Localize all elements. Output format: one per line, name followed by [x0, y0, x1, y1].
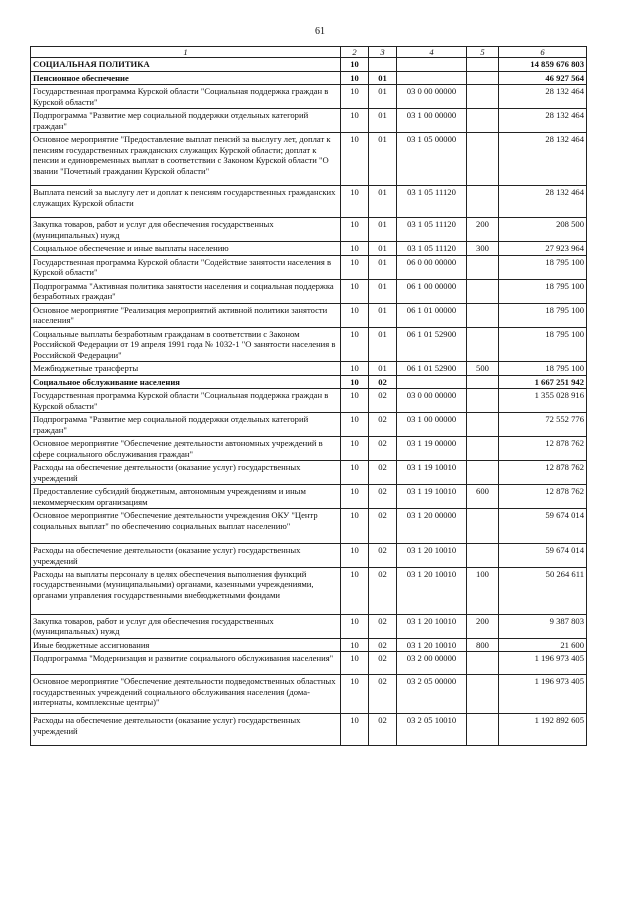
target-article-cell: 03 2 00 00000: [397, 652, 467, 675]
expense-type-cell: [467, 133, 499, 186]
expense-type-cell: [467, 544, 499, 568]
subsection-code-cell: 01: [369, 279, 397, 303]
section-code-cell: 10: [341, 461, 369, 485]
amount-cell: 28 132 464: [499, 186, 587, 218]
target-article-cell: 03 1 20 10010: [397, 544, 467, 568]
target-article-cell: [397, 71, 467, 84]
expense-type-cell: 600: [467, 485, 499, 509]
amount-cell: 18 795 100: [499, 255, 587, 279]
target-article-cell: [397, 58, 467, 71]
row-name-cell: Государственная программа Курской области "Содействие занятости населения в Курской области": [31, 255, 341, 279]
table-row: [31, 389, 587, 413]
column-header: 2: [341, 47, 369, 58]
amount-cell: 9 387 803: [499, 614, 587, 638]
subsection-code-cell: 02: [369, 544, 397, 568]
table-header-row: [31, 47, 587, 58]
table-row: [31, 675, 587, 714]
expense-type-cell: 200: [467, 614, 499, 638]
section-code-cell: 10: [341, 675, 369, 714]
target-article-cell: 03 2 05 00000: [397, 675, 467, 714]
row-name-cell: Основное мероприятие "Обеспечение деятельности автономных учреждений в сфере социального обслуживания граждан": [31, 437, 341, 461]
row-name-cell: Основное мероприятие "Предоставление выплат пенсий за выслугу лет, доплат к пенсиям государственных гражданских служащих Курской области; доплат к пенсии и единовременных выплат в соответствии с Законом Курской области "О звании "Почетный гражданин Курской области": [31, 133, 341, 186]
expense-type-cell: [467, 461, 499, 485]
section-code-cell: 10: [341, 389, 369, 413]
target-article-cell: 03 0 00 00000: [397, 389, 467, 413]
section-code-cell: 10: [341, 362, 369, 375]
expense-type-cell: [467, 186, 499, 218]
subsection-code-cell: 01: [369, 218, 397, 242]
row-name-cell: Закупка товаров, работ и услуг для обеспечения государственных (муниципальных) нужд: [31, 218, 341, 242]
section-code-cell: 10: [341, 303, 369, 327]
subsection-code-cell: 01: [369, 109, 397, 133]
row-name-cell: Социальные выплаты безработным гражданам в соответствии с Законом Российской Федерации от 19 апреля 1991 года № 1032-1 "О занятости населения в Российской Федерации": [31, 327, 341, 361]
table-row: [31, 567, 587, 614]
table-row: [31, 242, 587, 255]
subsection-code-cell: 02: [369, 375, 397, 388]
row-name-cell: Основное мероприятие "Реализация мероприятий активной политики занятости населения": [31, 303, 341, 327]
table-row: [31, 327, 587, 361]
target-article-cell: 03 1 00 00000: [397, 413, 467, 437]
section-code-cell: 10: [341, 133, 369, 186]
target-article-cell: 03 1 20 10010: [397, 614, 467, 638]
table-row: [31, 186, 587, 218]
page-number: 61: [315, 26, 325, 37]
amount-cell: 28 132 464: [499, 85, 587, 109]
amount-cell: 18 795 100: [499, 362, 587, 375]
table-row: [31, 614, 587, 638]
section-code-cell: 10: [341, 509, 369, 544]
table-row: [31, 638, 587, 651]
target-article-cell: 03 1 19 10010: [397, 461, 467, 485]
table-row: [31, 133, 587, 186]
amount-cell: 72 552 776: [499, 413, 587, 437]
row-name-cell: Пенсионное обеспечение: [31, 71, 341, 84]
expense-type-cell: 800: [467, 638, 499, 651]
section-code-cell: 10: [341, 242, 369, 255]
row-name-cell: Государственная программа Курской области "Социальная поддержка граждан в Курской области": [31, 389, 341, 413]
subsection-code-cell: 01: [369, 327, 397, 361]
amount-cell: 18 795 100: [499, 303, 587, 327]
subsection-code-cell: 01: [369, 85, 397, 109]
row-name-cell: Расходы на обеспечение деятельности (оказание услуг) государственных учреждений: [31, 714, 341, 746]
amount-cell: 59 674 014: [499, 509, 587, 544]
expense-type-cell: [467, 413, 499, 437]
target-article-cell: 06 1 01 52900: [397, 327, 467, 361]
column-header: 4: [397, 47, 467, 58]
subsection-code-cell: 01: [369, 362, 397, 375]
table-row: [31, 279, 587, 303]
subsection-code-cell: 02: [369, 485, 397, 509]
expense-type-cell: [467, 389, 499, 413]
row-name-cell: Социальное обслуживание населения: [31, 375, 341, 388]
section-code-cell: 10: [341, 218, 369, 242]
target-article-cell: 06 0 00 00000: [397, 255, 467, 279]
section-code-cell: 10: [341, 279, 369, 303]
table-row: [31, 303, 587, 327]
expense-type-cell: [467, 437, 499, 461]
subsection-code-cell: [369, 58, 397, 71]
section-code-cell: 10: [341, 714, 369, 746]
section-code-cell: 10: [341, 327, 369, 361]
amount-cell: 12 878 762: [499, 485, 587, 509]
expense-type-cell: 100: [467, 567, 499, 614]
table-row: [31, 85, 587, 109]
table-row: [31, 437, 587, 461]
table-row: [31, 71, 587, 84]
row-name-cell: Выплата пенсий за выслугу лет и доплат к пенсиям государственных гражданских служащих Курской области: [31, 186, 341, 218]
target-article-cell: 06 1 01 00000: [397, 303, 467, 327]
section-code-cell: 10: [341, 544, 369, 568]
column-header: 1: [31, 47, 341, 58]
section-code-cell: 10: [341, 375, 369, 388]
target-article-cell: 03 1 00 00000: [397, 109, 467, 133]
target-article-cell: 03 1 05 11120: [397, 218, 467, 242]
amount-cell: 46 927 564: [499, 71, 587, 84]
subsection-code-cell: 02: [369, 614, 397, 638]
section-code-cell: 10: [341, 255, 369, 279]
amount-cell: 1 192 892 605: [499, 714, 587, 746]
table-row: [31, 255, 587, 279]
section-code-cell: 10: [341, 85, 369, 109]
expense-type-cell: [467, 675, 499, 714]
row-name-cell: Межбюджетные трансферты: [31, 362, 341, 375]
amount-cell: 12 878 762: [499, 461, 587, 485]
target-article-cell: [397, 375, 467, 388]
amount-cell: 208 500: [499, 218, 587, 242]
section-code-cell: 10: [341, 58, 369, 71]
row-name-cell: Расходы на выплаты персоналу в целях обеспечения выполнения функций государственными (муниципальными) органами, казенными учреждениями, органами управления государственными внебюджетными фондами: [31, 567, 341, 614]
section-code-cell: 10: [341, 567, 369, 614]
subsection-code-cell: 01: [369, 255, 397, 279]
row-name-cell: Подпрограмма "Модернизация и развитие социального обслуживания населения": [31, 652, 341, 675]
subsection-code-cell: 01: [369, 71, 397, 84]
row-name-cell: Подпрограмма "Активная политика занятости населения и социальная поддержка безработных граждан": [31, 279, 341, 303]
target-article-cell: 03 1 19 00000: [397, 437, 467, 461]
target-article-cell: 03 1 05 11120: [397, 242, 467, 255]
section-code-cell: 10: [341, 638, 369, 651]
expense-type-cell: [467, 279, 499, 303]
subsection-code-cell: 02: [369, 652, 397, 675]
subsection-code-cell: 01: [369, 242, 397, 255]
table-row: [31, 652, 587, 675]
subsection-code-cell: 02: [369, 638, 397, 651]
row-name-cell: Социальное обеспечение и иные выплаты населению: [31, 242, 341, 255]
row-name-cell: Основное мероприятие "Обеспечение деятельности учреждения ОКУ "Центр социальных выплат" по обеспечению социальных выплат населению": [31, 509, 341, 544]
subsection-code-cell: 02: [369, 413, 397, 437]
expense-type-cell: [467, 58, 499, 71]
target-article-cell: 03 2 05 10010: [397, 714, 467, 746]
table-row: [31, 714, 587, 746]
table-row: [31, 362, 587, 375]
section-code-cell: 10: [341, 413, 369, 437]
table-row: [31, 509, 587, 544]
row-name-cell: Государственная программа Курской области "Социальная поддержка граждан в Курской области": [31, 85, 341, 109]
column-header: 5: [467, 47, 499, 58]
subsection-code-cell: 02: [369, 437, 397, 461]
expense-type-cell: [467, 375, 499, 388]
expense-type-cell: [467, 71, 499, 84]
amount-cell: 14 859 676 803: [499, 58, 587, 71]
subsection-code-cell: 02: [369, 389, 397, 413]
section-code-cell: 10: [341, 614, 369, 638]
subsection-code-cell: 01: [369, 133, 397, 186]
amount-cell: 18 795 100: [499, 327, 587, 361]
amount-cell: 12 878 762: [499, 437, 587, 461]
row-name-cell: Расходы на обеспечение деятельности (оказание услуг) государственных учреждений: [31, 461, 341, 485]
expense-type-cell: [467, 714, 499, 746]
target-article-cell: 03 1 20 10010: [397, 638, 467, 651]
expense-type-cell: [467, 255, 499, 279]
amount-cell: 18 795 100: [499, 279, 587, 303]
row-name-cell: Предоставление субсидий бюджетным, автономным учреждениям и иным некоммерческим организациям: [31, 485, 341, 509]
row-name-cell: Расходы на обеспечение деятельности (оказание услуг) государственных учреждений: [31, 544, 341, 568]
subsection-code-cell: 01: [369, 186, 397, 218]
amount-cell: 1 196 973 405: [499, 652, 587, 675]
row-name-cell: Подпрограмма "Развитие мер социальной поддержки отдельных категорий граждан": [31, 413, 341, 437]
amount-cell: 28 132 464: [499, 109, 587, 133]
amount-cell: 28 132 464: [499, 133, 587, 186]
table-row: [31, 109, 587, 133]
target-article-cell: 06 1 01 52900: [397, 362, 467, 375]
table-row: [31, 485, 587, 509]
row-name-cell: Иные бюджетные ассигнования: [31, 638, 341, 651]
section-code-cell: 10: [341, 71, 369, 84]
amount-cell: 1 355 028 916: [499, 389, 587, 413]
expense-type-cell: [467, 509, 499, 544]
target-article-cell: 03 0 00 00000: [397, 85, 467, 109]
target-article-cell: 03 1 05 00000: [397, 133, 467, 186]
target-article-cell: 03 1 20 00000: [397, 509, 467, 544]
section-code-cell: 10: [341, 485, 369, 509]
expense-type-cell: [467, 327, 499, 361]
section-code-cell: 10: [341, 437, 369, 461]
subsection-code-cell: 02: [369, 567, 397, 614]
section-code-cell: 10: [341, 109, 369, 133]
target-article-cell: 03 1 05 11120: [397, 186, 467, 218]
expense-type-cell: [467, 109, 499, 133]
table-row: [31, 375, 587, 388]
amount-cell: 59 674 014: [499, 544, 587, 568]
row-name-cell: Закупка товаров, работ и услуг для обеспечения государственных (муниципальных) нужд: [31, 614, 341, 638]
table-row: [31, 461, 587, 485]
amount-cell: 21 600: [499, 638, 587, 651]
row-name-cell: СОЦИАЛЬНАЯ ПОЛИТИКА: [31, 58, 341, 71]
expense-type-cell: 500: [467, 362, 499, 375]
column-header: 3: [369, 47, 397, 58]
amount-cell: 1 667 251 942: [499, 375, 587, 388]
expense-type-cell: [467, 85, 499, 109]
subsection-code-cell: 02: [369, 461, 397, 485]
subsection-code-cell: 02: [369, 675, 397, 714]
row-name-cell: Подпрограмма "Развитие мер социальной поддержки отдельных категорий граждан": [31, 109, 341, 133]
target-article-cell: 06 1 00 00000: [397, 279, 467, 303]
amount-cell: 27 923 964: [499, 242, 587, 255]
expense-type-cell: [467, 303, 499, 327]
target-article-cell: 03 1 20 10010: [397, 567, 467, 614]
section-code-cell: 10: [341, 186, 369, 218]
table-row: [31, 413, 587, 437]
budget-table: [30, 46, 587, 746]
column-header: 6: [499, 47, 587, 58]
target-article-cell: 03 1 19 10010: [397, 485, 467, 509]
table-row: [31, 544, 587, 568]
subsection-code-cell: 02: [369, 714, 397, 746]
row-name-cell: Основное мероприятие "Обеспечение деятельности подведомственных областных государственных учреждений социального обслуживания населения (дома-интернаты, комплексные центры)": [31, 675, 341, 714]
table-row: [31, 58, 587, 71]
subsection-code-cell: 02: [369, 509, 397, 544]
table-row: [31, 218, 587, 242]
expense-type-cell: 200: [467, 218, 499, 242]
subsection-code-cell: 01: [369, 303, 397, 327]
section-code-cell: 10: [341, 652, 369, 675]
amount-cell: 1 196 973 405: [499, 675, 587, 714]
expense-type-cell: 300: [467, 242, 499, 255]
expense-type-cell: [467, 652, 499, 675]
amount-cell: 50 264 611: [499, 567, 587, 614]
